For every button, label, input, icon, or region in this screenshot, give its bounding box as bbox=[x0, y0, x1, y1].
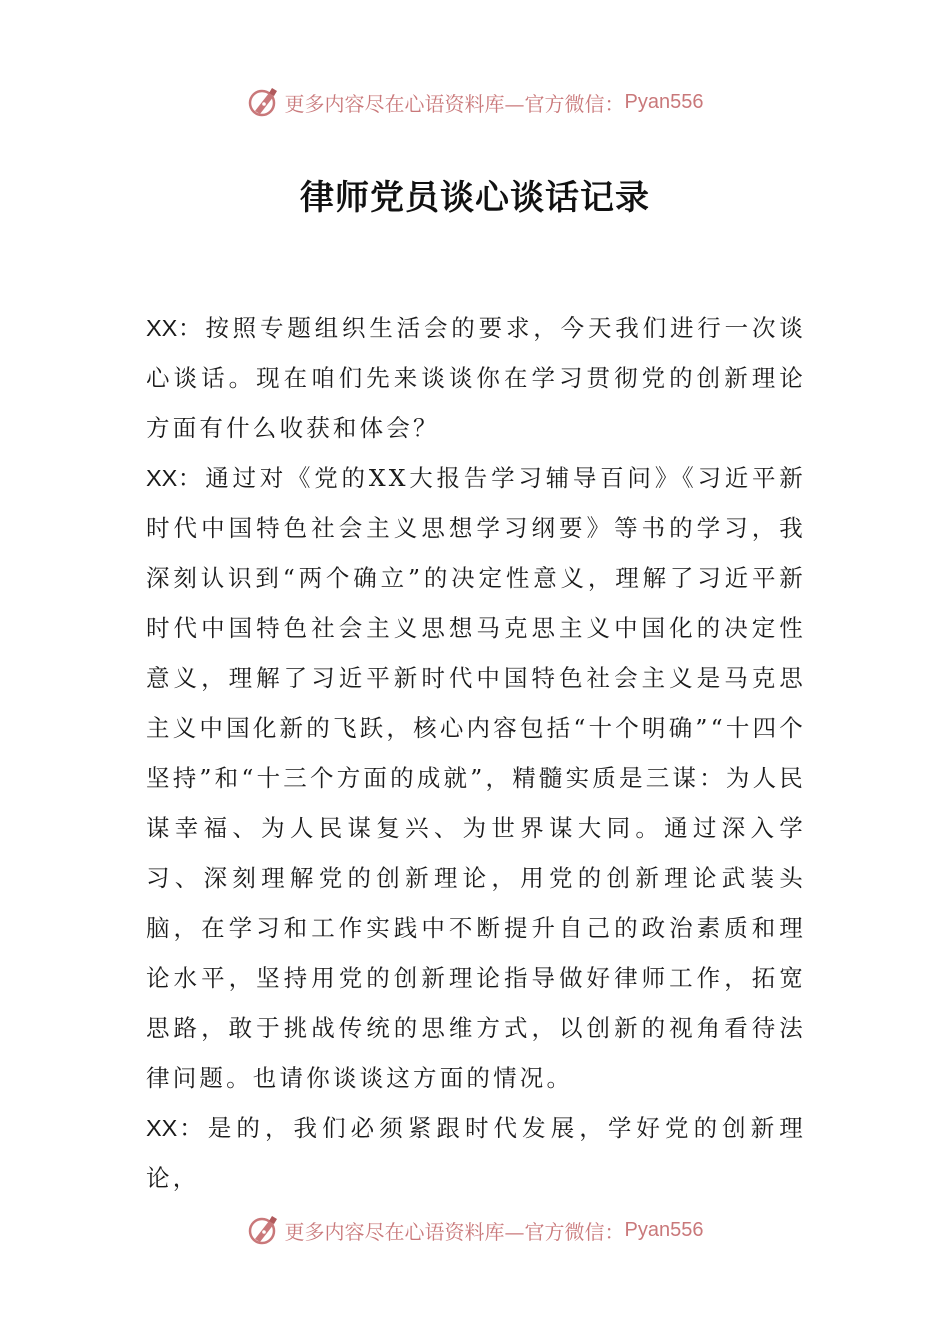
speaker-label: XX bbox=[146, 315, 178, 341]
footer-banner-wechat-id: Pyan556 bbox=[624, 1218, 704, 1241]
pen-nib-circle-icon bbox=[247, 1213, 281, 1247]
footer-banner bbox=[0, 1210, 950, 1250]
paragraph-text: ：按照专题组织生活会的要求，今天我们进行一次谈心谈话。现在咱们先来谈谈你在学习贯彻党的创新理论方面有什么收获和体会？ bbox=[146, 314, 806, 442]
paragraph-1 bbox=[146, 303, 806, 453]
pen-nib-circle-icon bbox=[247, 85, 281, 119]
paragraph-3 bbox=[146, 1103, 806, 1203]
document-title: 律师党员谈心谈话记录 bbox=[300, 178, 650, 218]
paragraph-2 bbox=[146, 453, 806, 1103]
footer-banner-text: 更多内容尽在心语资料库—官方微信： bbox=[284, 1219, 625, 1244]
header-banner-wechat-id: Pyan556 bbox=[624, 90, 704, 113]
speaker-label: XX bbox=[146, 1115, 178, 1141]
header-banner bbox=[0, 82, 950, 122]
paragraph-text: ：通过对《党的XX大报告学习辅导百问》《习近平新时代中国特色社会主义思想学习纲要》等书的学习，我深刻认识到“两个确立”的决定性意义，理解了习近平新时代中国特色社会主义思想马克思主义中国化的决定性意义，理解了习近平新时代中国特色社会主义是马克思主义中国化新的飞跃，核心内容包括“十个明确”“十四个坚持”和“十三个方面的成就”，精髓实质是三谋：为人民谋幸福、为人民谋复兴、为世界谋大同。通过深入学习、深刻理解党的创新理论，用党的创新理论武装头脑，在学习和工作实践中不断提升自己的政治素质和理论水平，坚持用党的创新理论指导做好律师工作，拓宽思路，敢于挑战传统的思维方式，以创新的视角看待法律问题。也请你谈谈这方面的情况。 bbox=[146, 464, 806, 1092]
speaker-label: XX bbox=[146, 465, 178, 491]
paragraph-text: ：是的，我们必须紧跟时代发展，学好党的创新理论， bbox=[146, 1114, 806, 1192]
document-body bbox=[146, 303, 806, 1203]
header-banner-text: 更多内容尽在心语资料库—官方微信： bbox=[284, 91, 625, 116]
